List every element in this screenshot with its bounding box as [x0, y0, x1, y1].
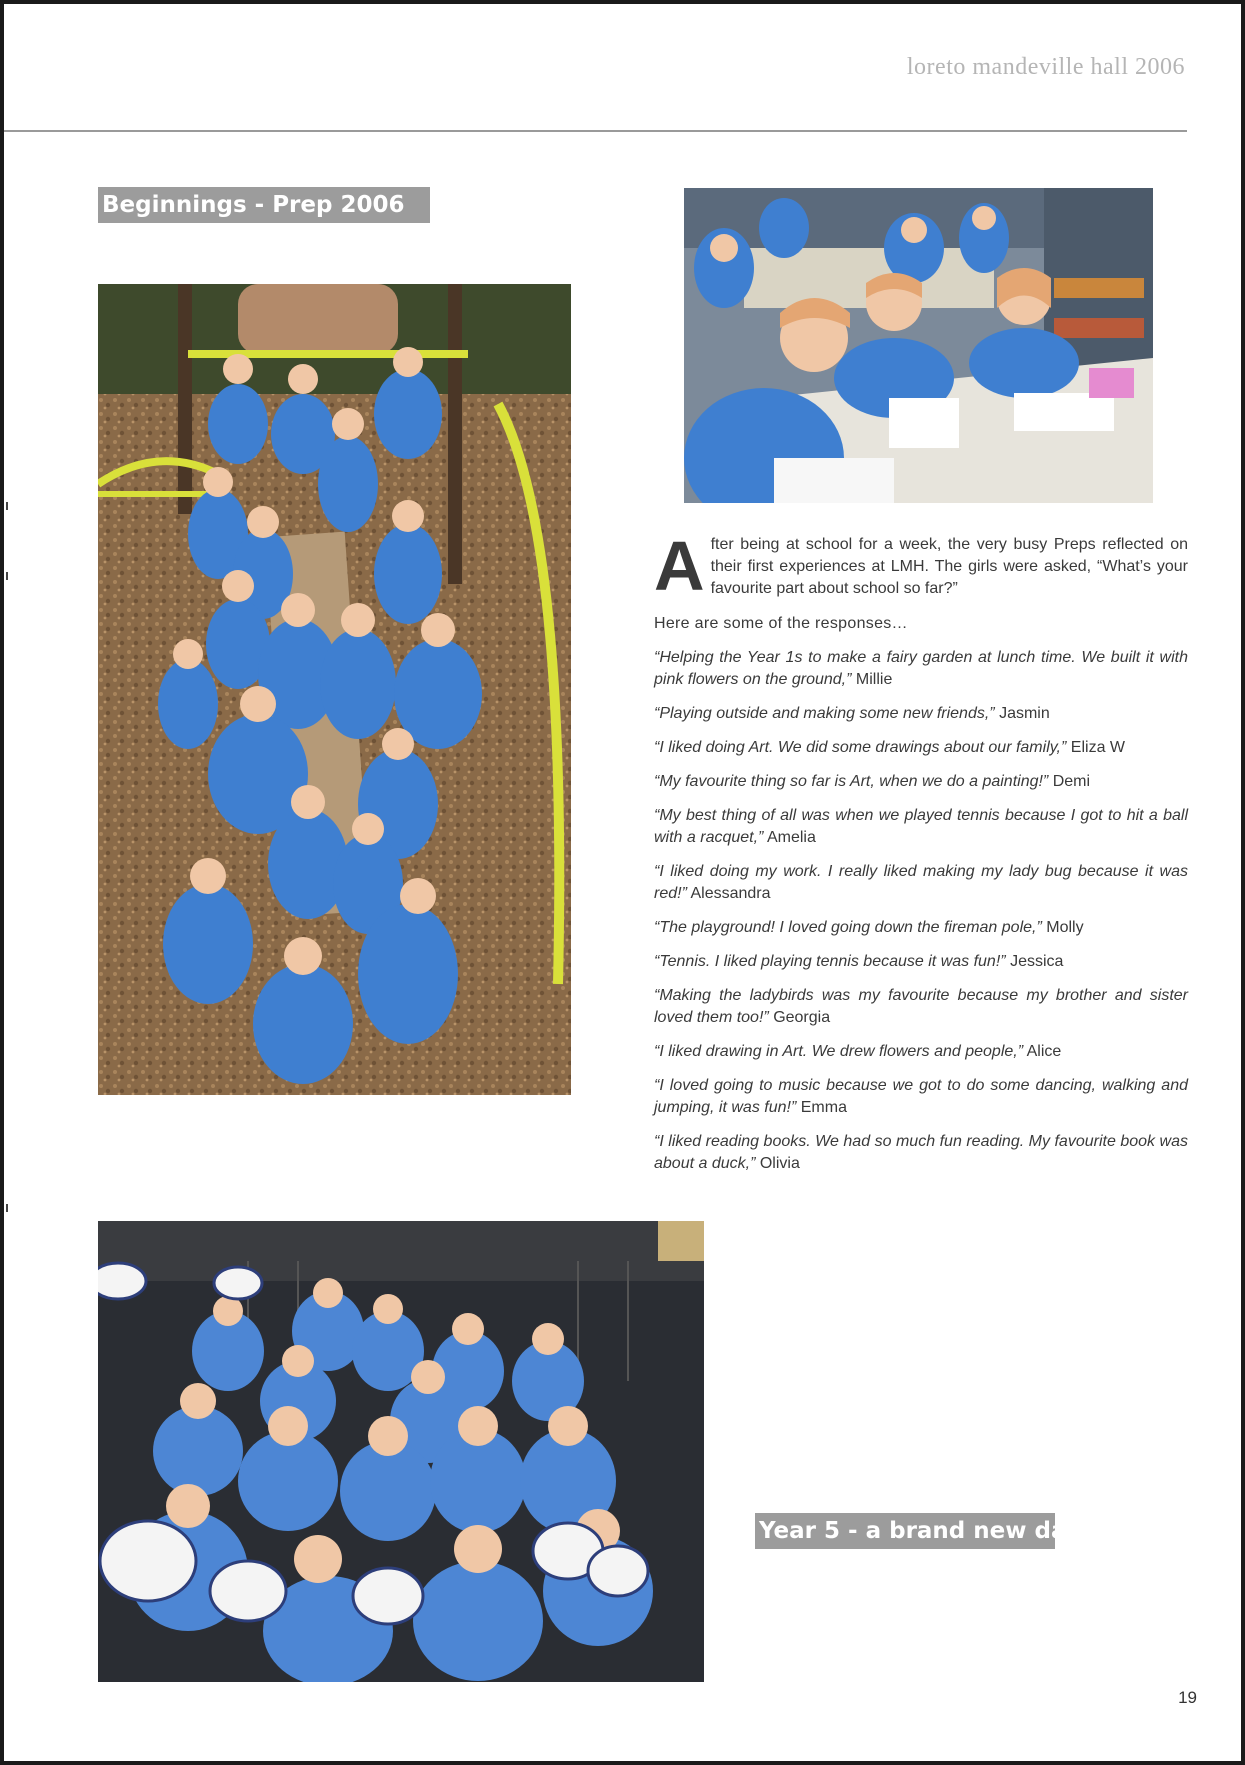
page-number: 19 — [1178, 1688, 1197, 1707]
response-quote: “My best thing of all was when we played tennis because I got to hit a ball with a racquet,” — [654, 807, 1188, 846]
responses-lead-in: Here are some of the responses… — [654, 615, 908, 632]
prep-classroom-photo — [684, 188, 1153, 503]
response-item — [654, 861, 1188, 905]
response-quote: “I liked reading books. We had so much fun reading. My favourite book was about a duck,” — [654, 1133, 1188, 1172]
prep-playground-photo — [98, 284, 571, 1095]
response-author: Jessica — [1010, 953, 1064, 970]
drop-cap: A — [654, 527, 705, 605]
running-header: loreto mandeville hall 2006 — [906, 54, 1185, 80]
binding-mark — [6, 1204, 8, 1212]
response-item — [654, 771, 1188, 793]
response-item — [654, 1075, 1188, 1119]
response-author: Georgia — [773, 1009, 831, 1026]
binding-mark — [6, 502, 8, 510]
response-item — [654, 985, 1188, 1029]
response-quote: “I loved going to music because we got to do some dancing, walking and jumping, it was fun!” — [654, 1077, 1188, 1116]
response-quote: “Playing outside and making some new friends,” — [654, 705, 995, 722]
header-divider — [4, 130, 1187, 132]
year5-group-photo — [98, 1221, 704, 1682]
response-quote: “I liked drawing in Art. We drew flowers and people,” — [654, 1043, 1024, 1060]
response-author: Demi — [1052, 773, 1091, 790]
response-quote: “Helping the Year 1s to make a fairy garden at lunch time. We built it with pink flowers on the ground,” — [654, 649, 1188, 688]
year5-section-title: Year 5 - a brand new day — [755, 1513, 1055, 1549]
response-author: Molly — [1046, 919, 1084, 936]
response-author: Emma — [800, 1099, 847, 1116]
response-author: Alessandra — [690, 885, 771, 902]
response-quote: “The playground! I loved going down the fireman pole,” — [654, 919, 1042, 936]
response-author: Amelia — [766, 829, 816, 846]
responses-list — [654, 647, 1188, 1175]
binding-mark — [6, 572, 8, 580]
prep-responses-article — [654, 527, 1188, 1187]
response-item — [654, 917, 1188, 939]
response-item — [654, 805, 1188, 849]
prep-section-title: Beginnings - Prep 2006 — [98, 187, 430, 223]
response-quote: “Tennis. I liked playing tennis because it was fun!” — [654, 953, 1006, 970]
response-item — [654, 647, 1188, 691]
response-item — [654, 1041, 1188, 1063]
response-quote: “I liked doing Art. We did some drawings about our family,” — [654, 739, 1067, 756]
response-author: Olivia — [759, 1155, 800, 1172]
response-item — [654, 1131, 1188, 1175]
response-author: Jasmin — [999, 705, 1050, 722]
response-quote: “My favourite thing so far is Art, when we do a painting!” — [654, 773, 1049, 790]
response-item — [654, 737, 1188, 759]
article-intro — [654, 527, 1188, 605]
response-item — [654, 951, 1188, 973]
response-author: Alice — [1026, 1043, 1062, 1060]
response-quote: “Making the ladybirds was my favourite because my brother and sister loved them too!” — [654, 987, 1188, 1026]
intro-text: fter being at school for a week, the very busy Preps reflected on their first experiences at LMH. The girls were asked, “What’s your favourite part about school so far?” — [710, 536, 1188, 597]
response-author: Millie — [855, 671, 893, 688]
response-quote: “I liked doing my work. I really liked making my lady bug because it was red!” — [654, 863, 1188, 902]
response-author: Eliza W — [1070, 739, 1126, 756]
response-item — [654, 703, 1188, 725]
